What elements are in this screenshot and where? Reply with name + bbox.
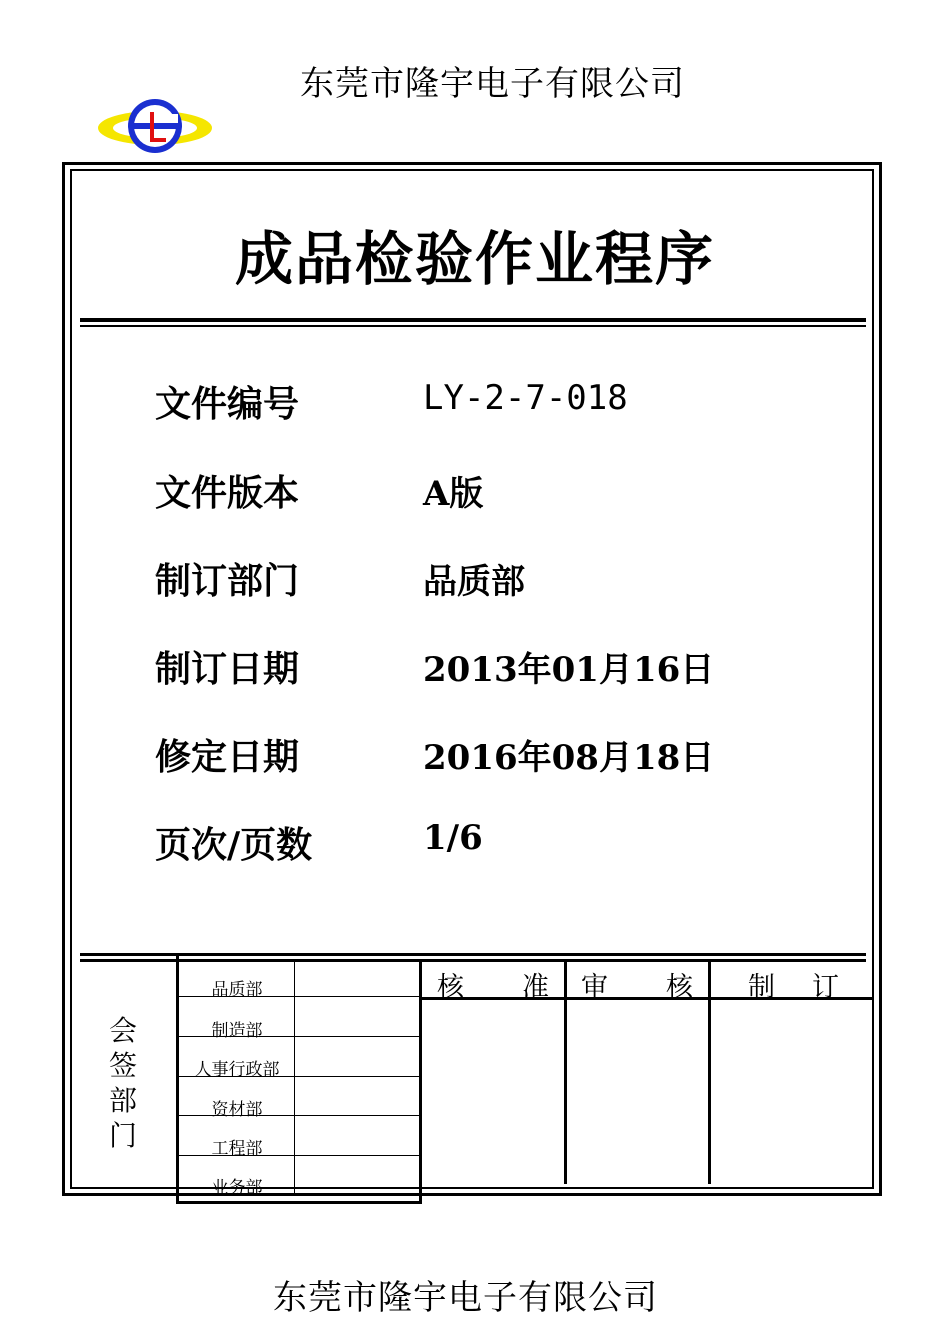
info-value-page-count: 1/6	[423, 818, 483, 858]
dept-materials: 资材部	[211, 1100, 263, 1120]
sign-col-divider-4	[564, 962, 567, 1184]
company-logo	[94, 94, 216, 158]
info-label-version: 文件版本	[155, 473, 300, 514]
review-header-right: 核	[666, 972, 693, 1003]
info-value-revised-date: 2016年08月18日	[423, 738, 715, 778]
info-label-page-count: 页次/页数	[155, 825, 313, 866]
approve-header-left: 核	[437, 972, 464, 1003]
info-label-revised-date: 修定日期	[155, 737, 300, 778]
prepare-header-left: 制	[748, 972, 775, 1003]
dept-row-line-bottom	[176, 1201, 422, 1204]
dept-hr-admin: 人事行政部	[194, 1060, 280, 1080]
sign-separator-bottom	[80, 959, 866, 962]
dept-manufacturing: 制造部	[211, 1021, 263, 1041]
info-value-doc-number: LY-2-7-018	[423, 378, 628, 418]
info-label-created-date: 制订日期	[155, 649, 300, 690]
countersign-label-text: 会 签 部 门	[108, 1014, 137, 1152]
sign-separator-top	[80, 953, 866, 956]
approval-header-line	[422, 997, 874, 1000]
dept-quality: 品质部	[211, 980, 263, 1000]
prepare-header-right: 订	[812, 972, 839, 1003]
document-title: 成品检验作业程序	[234, 225, 715, 293]
sign-col-divider-5	[708, 962, 711, 1184]
company-name-top: 东莞市隆宇电子有限公司	[300, 64, 685, 104]
info-value-created-date: 2013年01月16日	[423, 650, 715, 690]
info-value-version: A版	[423, 474, 484, 514]
sign-col-divider-1	[176, 956, 179, 1201]
countersign-label	[108, 1013, 138, 1153]
title-separator-top	[80, 318, 866, 322]
review-header-left: 审	[581, 972, 608, 1003]
title-separator-bottom	[80, 325, 866, 327]
info-label-doc-number: 文件编号	[155, 384, 300, 425]
dept-engineering: 工程部	[211, 1139, 263, 1159]
company-name-bottom: 东莞市隆宇电子有限公司	[273, 1278, 658, 1318]
approve-header-right: 准	[522, 972, 549, 1003]
sign-col-divider-2	[294, 962, 295, 1196]
info-label-department: 制订部门	[155, 561, 300, 602]
info-value-department: 品质部	[423, 562, 525, 602]
dept-business: 业务部	[211, 1178, 263, 1198]
